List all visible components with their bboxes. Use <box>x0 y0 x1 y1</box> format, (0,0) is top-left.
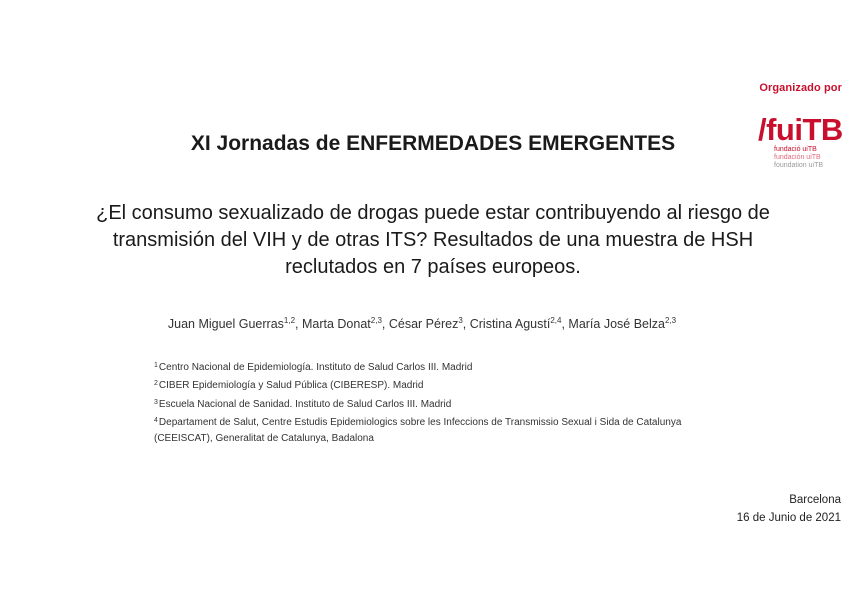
logo-line-en: foundation uiTB <box>774 162 824 169</box>
author-affiliation-ref: 2,4 <box>550 316 562 325</box>
logo-line-es: fundación uiTB <box>774 154 821 161</box>
logo-wordmark: /fuiTB <box>758 112 843 147</box>
affiliation-item <box>154 376 714 394</box>
affiliation-number: 4 <box>154 416 158 424</box>
author-name: César Pérez <box>388 317 459 331</box>
author-name: María José Belza <box>568 317 665 331</box>
affiliation-text: CIBER Epidemiología y Salud Pública (CIBERESP). Madrid <box>158 380 424 392</box>
event-title: XI Jornadas de ENFERMEDADES EMERGENTES <box>190 132 676 155</box>
affiliation-number: 2 <box>154 380 158 388</box>
affiliation-text: Centro Nacional de Epidemiología. Instituto de Salud Carlos III. Madrid <box>158 362 473 373</box>
author-affiliation-ref: 2,3 <box>370 316 382 325</box>
affiliation-text: Escuela Nacional de Sanidad. Instituto de Salud Carlos III. Madrid <box>158 398 452 410</box>
place: Barcelona <box>789 494 841 506</box>
affiliation-item <box>154 413 714 448</box>
date: 16 de Junio de 2021 <box>736 512 841 524</box>
logo-line-ca: fundació uiTB <box>774 146 817 153</box>
author-list: Juan Miguel Guerras$^{1,2}$, Marta Donat$^{2,3}$, César Pérez$^3$, Cristina Agustí$^{2,4}$, María José Belza$^{2,3}$ <box>167 316 677 331</box>
author-affiliation-ref: 3 <box>458 316 463 325</box>
author-name: Cristina Agustí <box>469 317 551 331</box>
affiliation-number: 1 <box>154 362 158 369</box>
author-name: Juan Miguel Guerras <box>167 317 284 331</box>
author-affiliation-ref: 2,3 <box>664 316 677 325</box>
affiliation-list <box>154 358 714 447</box>
presentation-title: ¿El consumo sexualizado de drogas puede estar contribuyendo al riesgo de transmisión del VIH y de otras ITS? Resultados de una muestra de HSH reclutados en 7 países europeos. <box>96 202 770 278</box>
place-date <box>737 491 841 527</box>
affiliation-text: Departament de Salut, Centre Estudis Epidemiologics sobre les Infeccions de Transmissio Sexual i Sida de Catalunya (CEEISCAT), Generalitat de Catalunya, Badalona <box>154 416 682 445</box>
affiliation-item <box>154 395 714 413</box>
author-affiliation-ref: 1,2 <box>283 316 296 325</box>
organizer-label: Organizado por <box>759 82 842 94</box>
author-name: Marta Donat <box>301 317 371 331</box>
affiliation-number: 3 <box>154 398 158 406</box>
affiliation-item <box>154 358 714 376</box>
